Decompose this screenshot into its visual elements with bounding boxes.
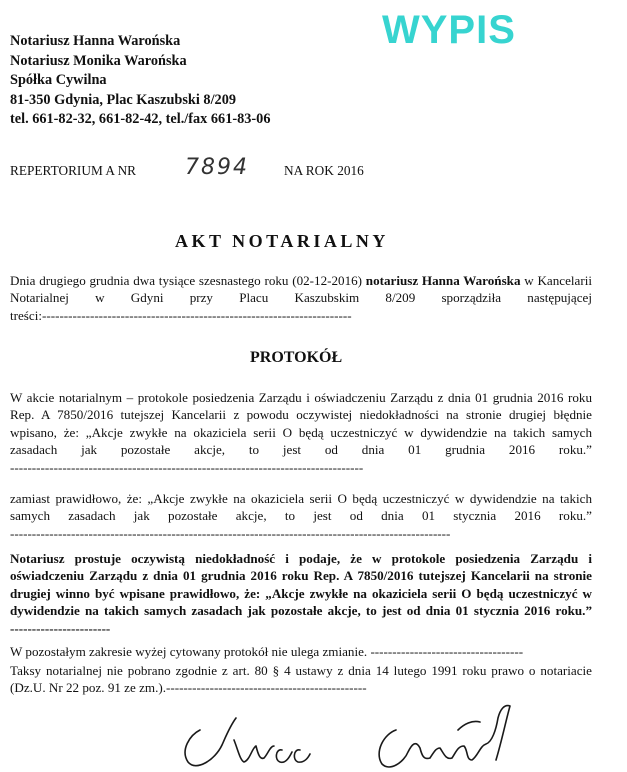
header-notary-1: Notariusz Hanna Warońska (10, 33, 181, 49)
signature-1 (185, 718, 310, 766)
protokol-heading: PROTOKÓŁ (250, 349, 343, 366)
signature-2 (379, 706, 510, 767)
document-title: AKT NOTARIALNY (175, 231, 389, 251)
paragraph-3-text: Notariusz prostuje oczywistą niedokładność i podaje, że w protokole posiedzenia Zarządu i oświadczeniu Zarządu z dnia 01 grudnia 2016 roku Rep. A 7850/2016 tutejszej Kancelarii na stronie drugiej winno być wpisane prawidłowo, że: „Akcje zwykłe na okaziciela serii O będą uczestniczyć w dywidendzie na takich samych zasadach jak pozostałe akcje, to jest od dnia 01 stycznia 2016 roku.” (10, 551, 592, 619)
paragraph-erroneous-entry (10, 389, 592, 476)
repertorium-year: NA ROK 2016 (284, 163, 364, 178)
paragraph-correction (10, 550, 592, 637)
wypis-stamp: WYPIS (382, 8, 516, 52)
repertorium-handwritten-number: 7894 (185, 155, 249, 180)
paragraph-1-text: W akcie notarialnym – protokole posiedzenia Zarządu i oświadczeniu Zarządu z dnia 01 grudnia 2016 roku Rep. A 7850/2016 tutejszej Kancelarii z powodu oczywistej niedokładności na stronie drugiej błędnie wpisano, że: „Akcje zwykłe na okaziciela serii O będą uczestniczyć w dywidendzie na takich samych zasadach jak pozostałe akcje, to jest od dnia 01 grudnia 2016 roku.” (10, 390, 592, 458)
intro-notary-name: notariusz Hanna Warońska (365, 273, 521, 288)
paragraph-notarial-fee (10, 662, 592, 697)
handwritten-signatures (160, 700, 520, 772)
paragraph-3-dashes: ----------------------- (10, 620, 111, 636)
paragraph-remaining-scope (10, 643, 592, 660)
paragraph-correct-entry (10, 490, 592, 542)
repertorium-label: REPERTORIUM A NR (10, 163, 137, 178)
intro-dashes: ----------------------------------------------------------------------- (42, 307, 352, 323)
paragraph-4-dashes: ----------------------------------- (367, 644, 524, 659)
paragraph-2-text: zamiast prawidłowo, że: „Akcje zwykłe na okaziciela serii O będą uczestniczyć w dywidendzie na takich samych zasadach jak pozostałe akcje, to jest od dnia 01 stycznia 2016 roku.” (10, 491, 592, 524)
paragraph-4-text: W pozostałym zakresie wyżej cytowany protokół nie ulega zmianie. (10, 644, 368, 659)
paragraph-5-dashes: ---------------------------------------------- (165, 680, 367, 696)
notary-office-header (10, 32, 270, 130)
paragraph-5-text: Taksy notarialnej nie pobrano zgodnie z art. 80 § 4 ustawy z dnia 14 lutego 1991 roku prawo o notariacie (Dz.U. Nr 22 poz. 91 ze zm.). (10, 663, 592, 696)
intro-text-start: Dnia drugiego grudnia dwa tysiące szesnastego roku (02-12-2016) (10, 273, 366, 288)
header-address: 81-350 Gdynia, Plac Kaszubski 8/209 (10, 91, 236, 108)
repertorium-line (10, 155, 364, 180)
paragraph-1-dashes: --------------------------------------------------------------------------------- (10, 459, 364, 475)
paragraph-2-dashes: ----------------------------------------------------------------------------------------------------- (10, 525, 451, 541)
header-company: Spółka Cywilna (10, 72, 107, 88)
header-notary-2: Notariusz Monika Warońska (10, 52, 187, 69)
header-phone: tel. 661-82-32, 661-82-42, tel./fax 661-83-06 (10, 111, 271, 127)
intro-text-end: w Kancelarii Notarialnej w Gdyni przy Placu Kaszubskim 8/209 sporządziła następującej treści: (10, 273, 592, 323)
intro-paragraph (10, 272, 592, 324)
